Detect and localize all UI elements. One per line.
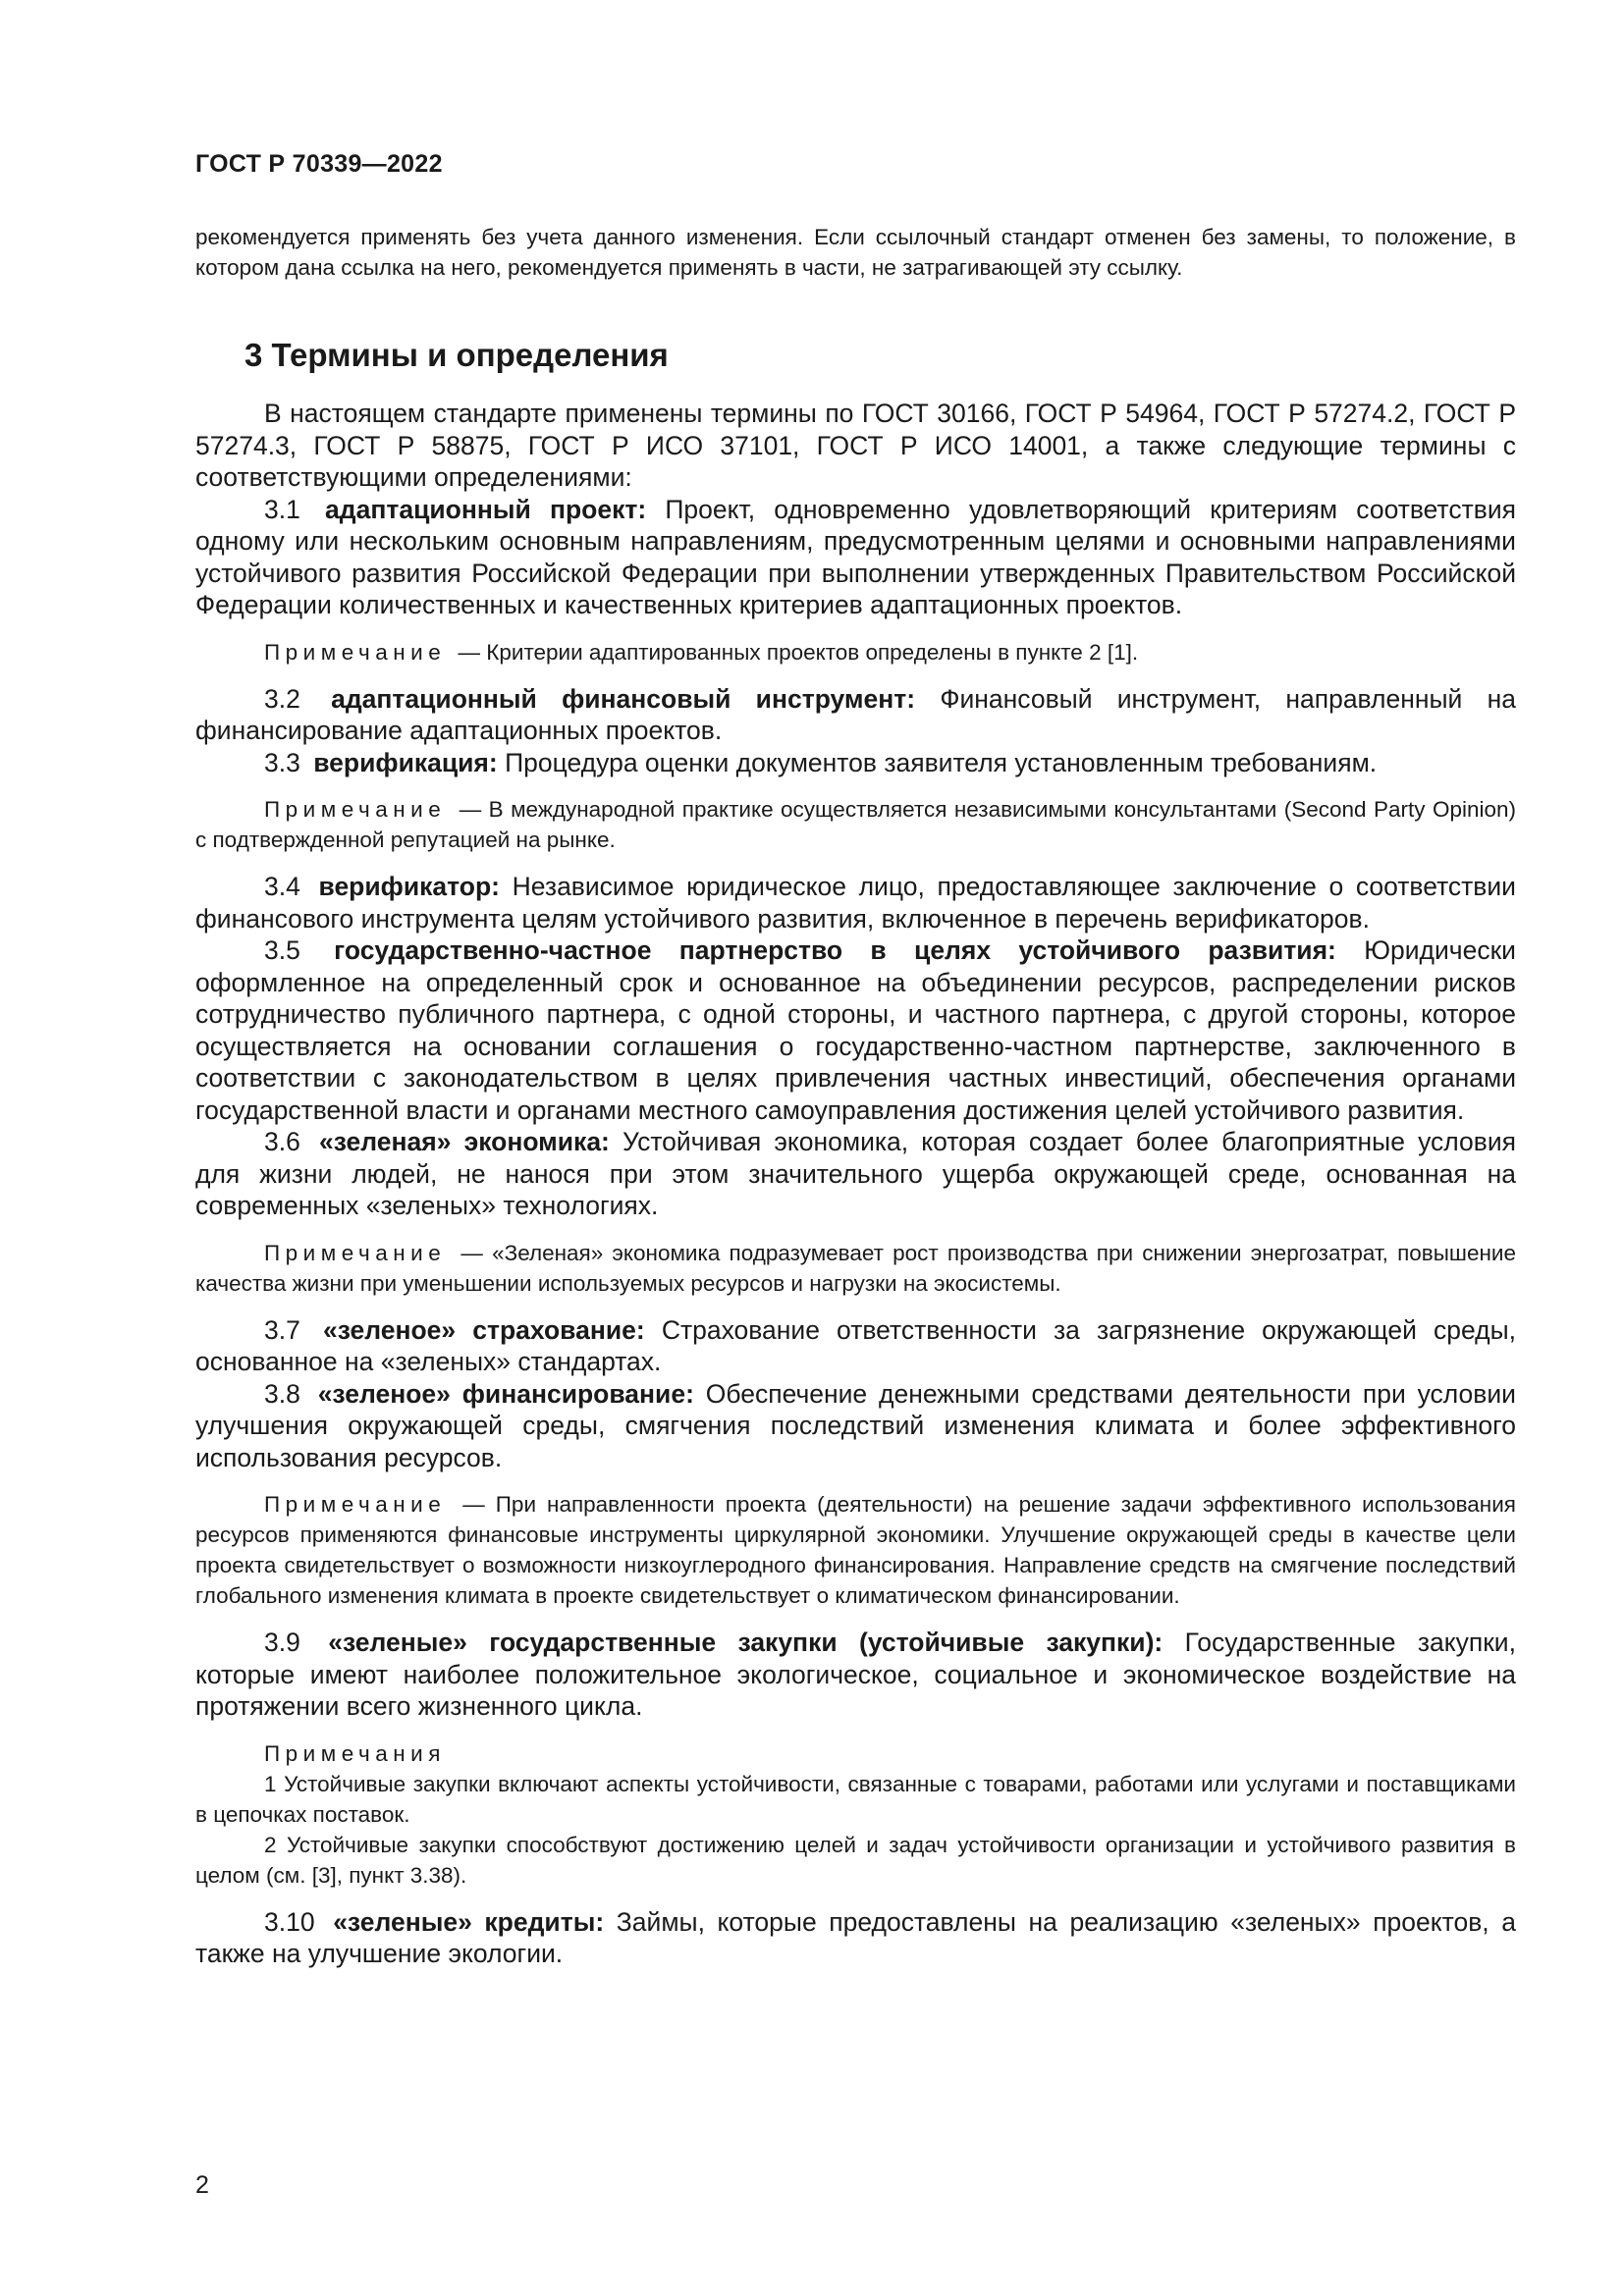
term-definition: Проект, одновременно удовлетворяющий критериям соответствия одному или нескольким основным направлениям, предусмотренным целями и основными направлениями устойчивого развития Российской Федерации при выполнении утвержденных Правительством Российской Федерации количественных и качественных критериев адаптационных проектов. (195, 494, 1516, 619)
note-label: Примечание (264, 639, 447, 665)
term-definition: Обеспечение денежными средствами деятельности при условии улучшения окружающей среды, смягчения последствий изменения климата и более эффективного использования ресурсов. (195, 1378, 1516, 1472)
term-number: 3.1 (264, 494, 300, 524)
term-definition: Устойчивая экономика, которая создает более благоприятные условия для жизни людей, не нанося при этом значительного ущерба окружающей среде, основанная на современных «зеленых» технологиях. (195, 1127, 1516, 1220)
page-content (195, 222, 1516, 1970)
term-definition: Независимое юридическое лицо, предоставляющее заключение о соответствии финансового инструмента целям устойчивого развития, включенное в перечень верификаторов. (195, 872, 1516, 934)
note-text: — «Зеленая» экономика подразумевает рост производства при снижении энергозатрат, повышение качества жизни при уменьшении используемых ресурсов и нагрузки на экосистемы. (195, 1240, 1516, 1296)
term-3-9 (195, 1627, 1516, 1723)
term-number: 3.10 (264, 1906, 315, 1937)
term-number: 3.9 (264, 1628, 300, 1657)
section-title: 3 Термины и определения (244, 337, 669, 373)
note-3-6 (195, 1238, 1516, 1299)
term-3-7 (195, 1314, 1516, 1378)
term-name: «зеленая» экономика: (318, 1127, 610, 1156)
note-text: — При направленности проекта (деятельности) на решение задачи эффективного использования ресурсов применяются финансовые инструменты циркулярной экономики. Улучшение окружающей среды в качестве цели проекта свидетельствует о возможности низкоуглеродного финансирования. Направление средств на смягчение последствий глобального изменения климата в проекте свидетельствует о климатическом финансировании. (195, 1492, 1516, 1608)
term-definition: Страхование ответственности за загрязнение окружающей среды, основанное на «зеленых» стандартах. (195, 1314, 1516, 1376)
term-number: 3.5 (264, 935, 300, 965)
note-text: — В международной практике осуществляется независимыми консультантами (Second Party Opinion) с подтвержденной репутацией на рынке. (195, 797, 1516, 852)
term-number: 3.8 (264, 1378, 300, 1409)
note-3-1 (195, 637, 1516, 667)
intro-paragraph: рекомендуется применять без учета данного изменения. Если ссылочный стандарт отменен без замены, то положение, в котором дана ссылка на него, рекомендуется применять в части, не затрагивающей эту ссылку. (195, 225, 1516, 280)
term-3-3 (195, 747, 1516, 779)
term-3-2 (195, 683, 1516, 747)
term-name: государственно-частное партнерство в целях устойчивого развития: (334, 935, 1336, 965)
term-definition: Займы, которые предоставлены на реализацию «зеленых» проектов, а также на улучшение экологии. (195, 1906, 1516, 1968)
notes-heading-3-9: Примечания (264, 1740, 446, 1766)
term-name: адаптационный финансовый инструмент: (331, 683, 916, 714)
note-3-9-item-2: 2 Устойчивые закупки способствуют достижению целей и задач устойчивости организации и устойчивого развития в целом (см. [3], пункт 3.38). (195, 1832, 1516, 1888)
note-3-9-item-1: 1 Устойчивые закупки включают аспекты устойчивости, связанные с товарами, работами или услугами и поставщиками в цепочках поставок. (195, 1771, 1516, 1827)
note-3-3 (195, 794, 1516, 855)
term-name: адаптационный проект: (325, 494, 647, 524)
term-definition: Финансовый инструмент, направленный на финансирование адаптационных проектов. (195, 683, 1516, 745)
term-number: 3.7 (264, 1314, 300, 1345)
term-3-8 (195, 1378, 1516, 1474)
term-number: 3.4 (264, 872, 300, 901)
term-3-10 (195, 1906, 1516, 1970)
term-name: верификация: (313, 747, 498, 777)
note-text: — Критерии адаптированных проектов определены в пункте 2 [1]. (458, 639, 1139, 665)
term-definition: Процедура оценки документов заявителя установленным требованиям. (505, 747, 1378, 777)
note-label: Примечание (264, 1240, 447, 1265)
term-name: верификатор: (318, 872, 500, 901)
term-definition: Юридически оформленное на определенный срок и основанное на объединении ресурсов, распределении рисков сотрудничество публичного партнера, с одной стороны, и частного партнера, с другой стороны, которое осуществляется на основании соглашения о государственно-частном партнерстве, заключенного в соответствии с законодательством в целях привлечения частных инвестиций, обеспечения органами государственной власти и органами местного самоуправления достижения целей устойчивого развития. (195, 935, 1516, 1125)
term-3-5 (195, 934, 1516, 1126)
note-label: Примечание (264, 1492, 447, 1517)
term-3-6 (195, 1126, 1516, 1222)
term-number: 3.6 (264, 1127, 300, 1156)
term-definition: Государственные закупки, которые имеют наиболее положительное экологическое, социальное и экономическое воздействие на протяжении всего жизненного цикла. (195, 1628, 1516, 1721)
term-name: «зеленое» страхование: (322, 1314, 645, 1345)
term-3-1 (195, 494, 1516, 621)
note-3-8 (195, 1489, 1516, 1611)
section-lead: В настоящем стандарте применены термины по ГОСТ 30166, ГОСТ Р 54964, ГОСТ Р 57274.2, ГОСТ Р 57274.3, ГОСТ Р 58875, ГОСТ Р ИСО 37101, ГОСТ Р ИСО 14001, а также следующие термины с соответствующими определениями: (195, 399, 1516, 492)
term-name: «зеленые» государственные закупки (устойчивые закупки): (328, 1628, 1164, 1657)
term-name: «зеленое» финансирование: (317, 1378, 694, 1409)
document-code-header: ГОСТ Р 70339—2022 (195, 150, 443, 178)
term-name: «зеленые» кредиты: (333, 1906, 605, 1937)
note-label: Примечание (264, 797, 447, 822)
term-3-4 (195, 871, 1516, 934)
term-number: 3.3 (264, 747, 300, 777)
term-number: 3.2 (264, 683, 300, 714)
page-number: 2 (195, 2171, 209, 2199)
